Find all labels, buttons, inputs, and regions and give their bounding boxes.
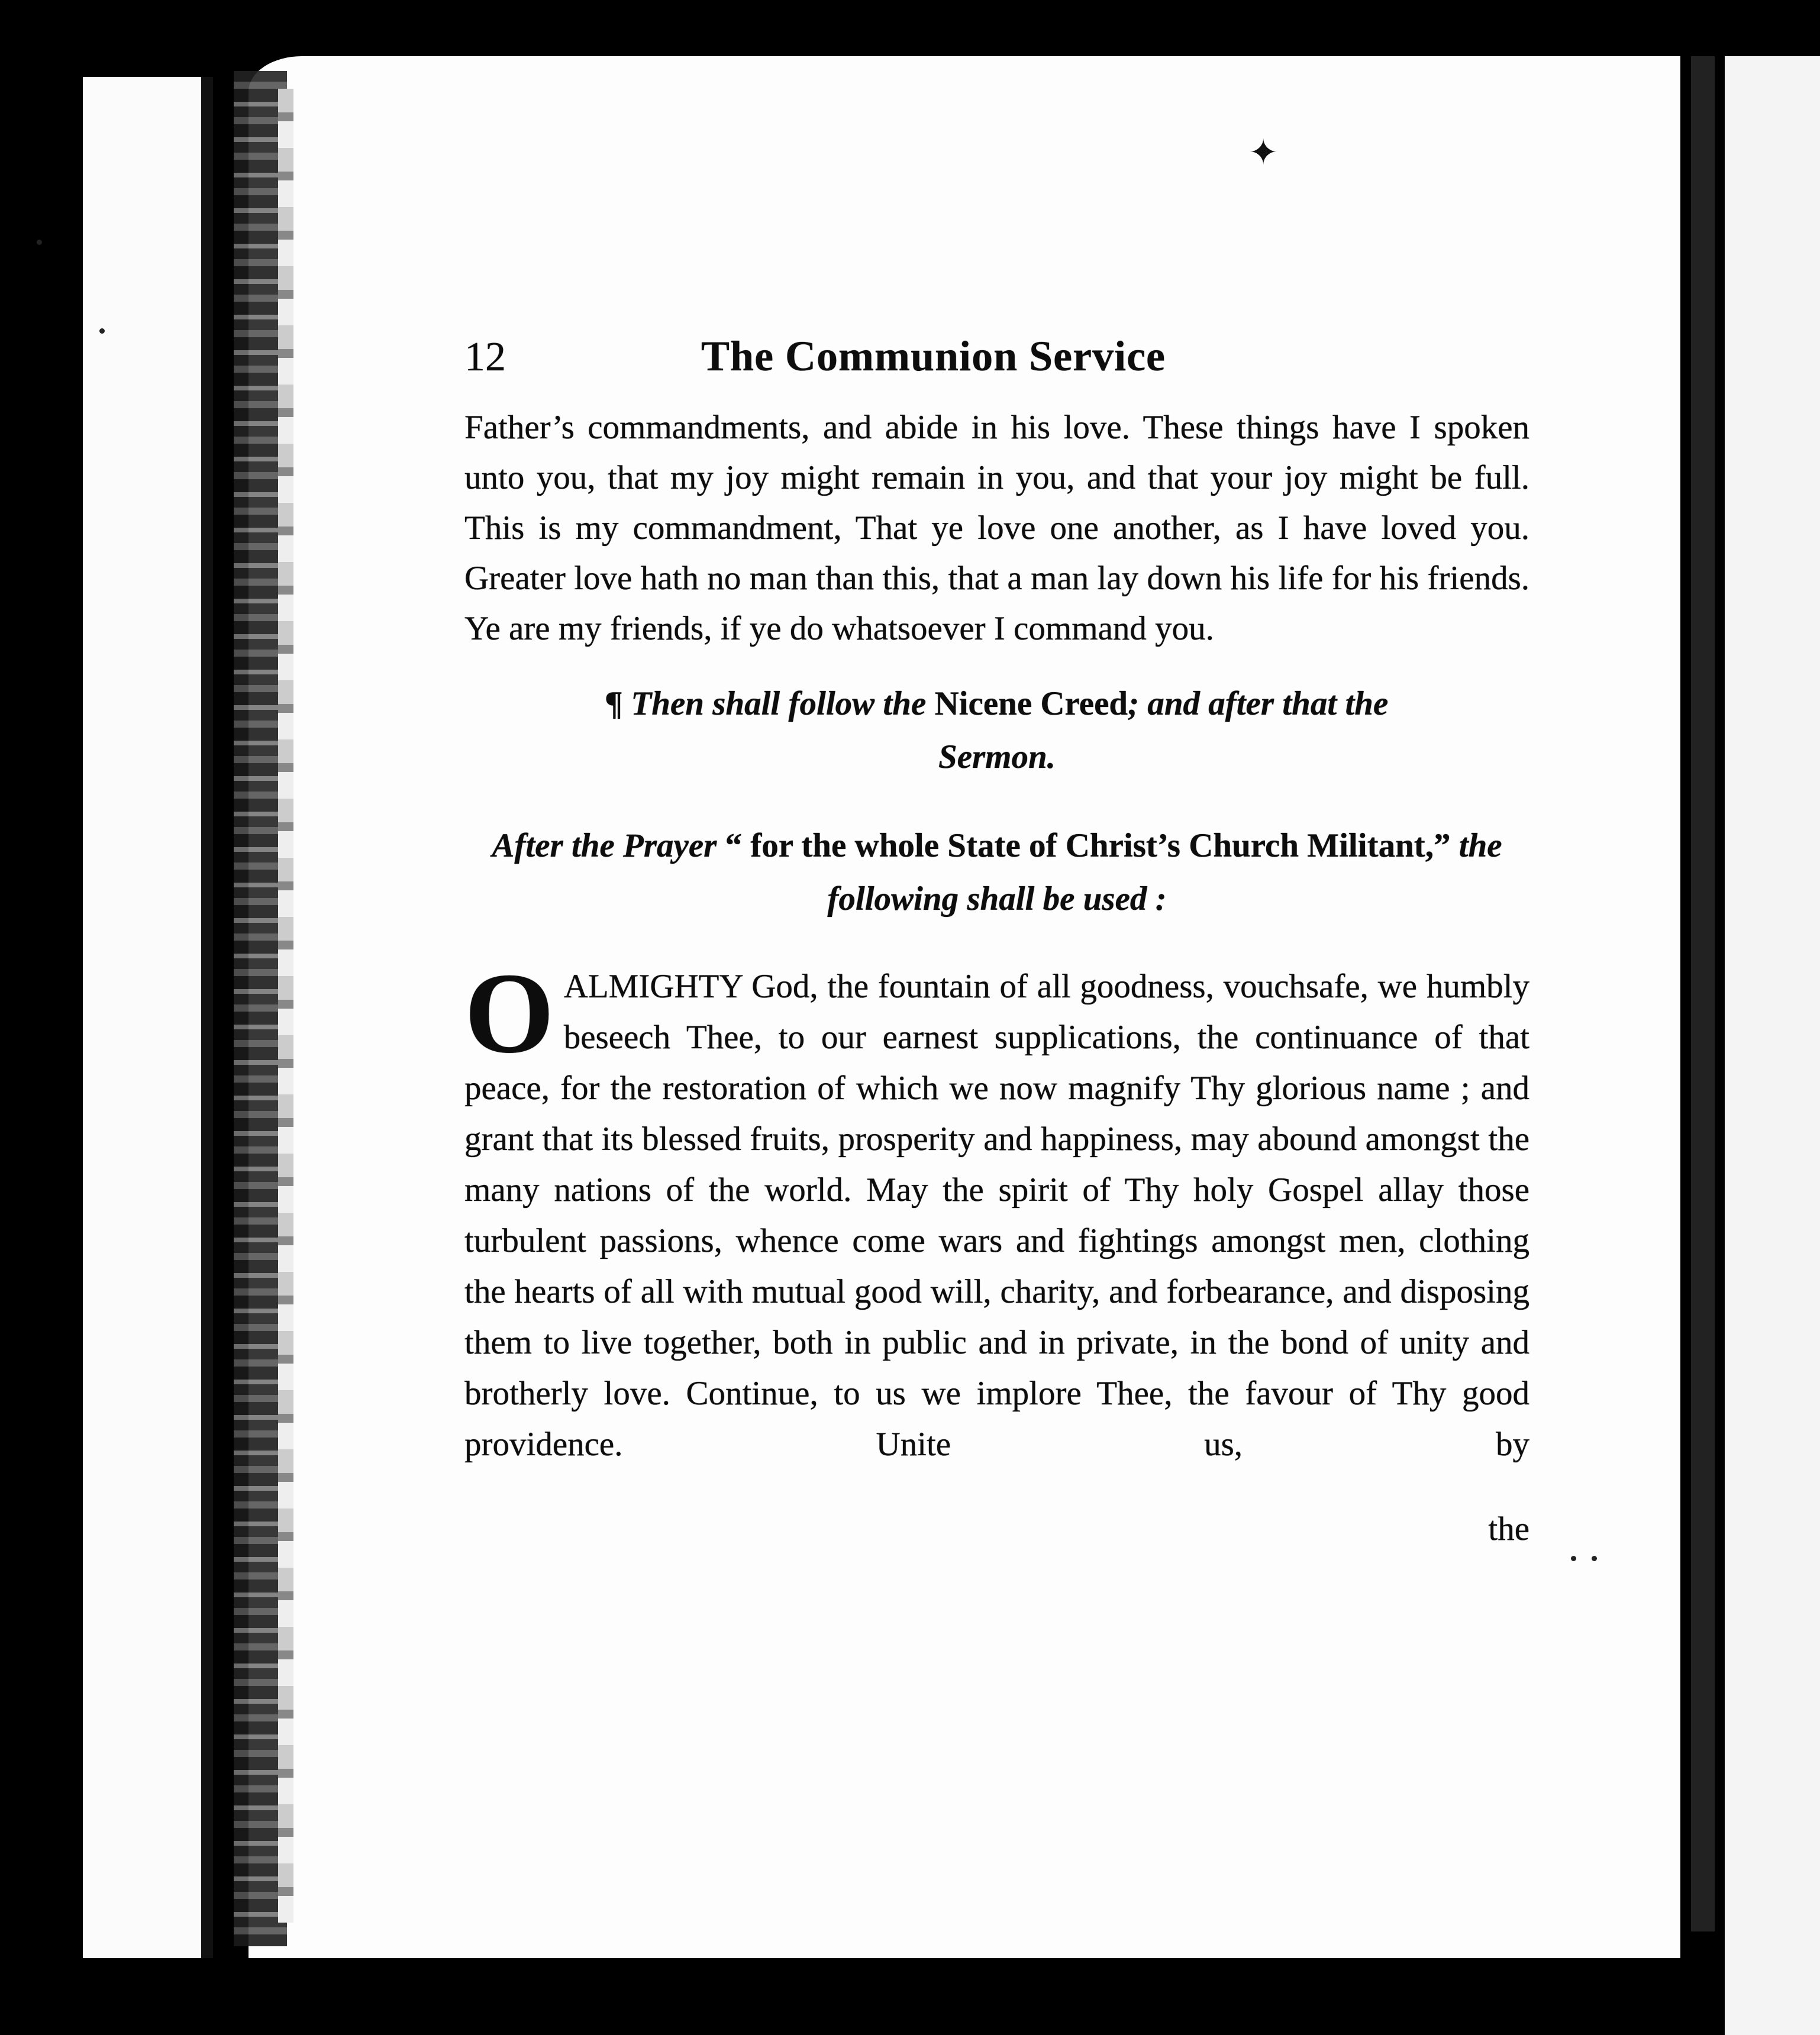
page-header — [464, 331, 1529, 402]
rubric-prayer-title: “ for the whole State of Christ’s Church Militant,” — [725, 827, 1451, 864]
rubric-text: the following shall be used : — [827, 827, 1502, 918]
speck — [1592, 1556, 1597, 1561]
rubric-text: ; and after that the — [1128, 685, 1389, 722]
binding-gutter — [1691, 56, 1715, 1931]
prayer-paragraph — [464, 949, 1529, 1470]
speck — [99, 328, 105, 334]
rubric-text: Then shall follow the — [631, 685, 927, 722]
rubric-creed-name: Nicene Creed — [934, 685, 1128, 722]
page-edge-highlight — [278, 89, 293, 1923]
left-margin-strip — [83, 77, 213, 1958]
prayer-text: ALMIGHTY God, the fountain of all goodness, vouchsafe, we humbly beseech Thee, to our earnest supplications, the continuance of that peace, for the restoration of which we now magnify Thy glorious name ; and grant that its blessed fruits, prosperity and happiness, may abound amongst the many nations of the world. May the spirit of Thy holy Gospel allay those turbulent passions, whence come wars and fightings amongst men, clothing the hearts of all with mutual good will, charity, and forbearance, and disposing them to live together, both in public and in private, in the bond of unity and brotherly love. Continue, to us we implore Thee, the favour of Thy good providence. Unite us, by — [464, 968, 1529, 1463]
speck — [1571, 1556, 1576, 1561]
adjacent-page — [1725, 56, 1820, 2035]
running-title: The Communion Service — [701, 332, 1166, 380]
ink-blot-mark: ✦ — [1248, 133, 1279, 172]
page-fold-shadow — [201, 77, 213, 1958]
drop-cap: O — [464, 949, 554, 1077]
rubric-creed-sermon — [464, 677, 1529, 784]
scripture-paragraph: Father’s commandments, and abide in his love. These things have I spoken unto you, that my joy might remain in you, and that your joy might be full. This is my commandment, That ye love one another, as I have loved you. Greater love hath no man than this, that a man lay down his life for his friends. Ye are my friends, if ye do whatsoever I command you. — [464, 409, 1529, 647]
rubric-text: After the Prayer — [492, 827, 717, 864]
catchword: the — [1488, 1510, 1529, 1548]
page-text-block — [464, 331, 1529, 1554]
rubric-prayer-instruction — [464, 819, 1529, 926]
page-number: 12 — [464, 334, 506, 380]
speck — [37, 240, 42, 245]
rubric-sermon: Sermon. — [938, 738, 1056, 776]
pilcrow: ¶ — [605, 685, 623, 722]
